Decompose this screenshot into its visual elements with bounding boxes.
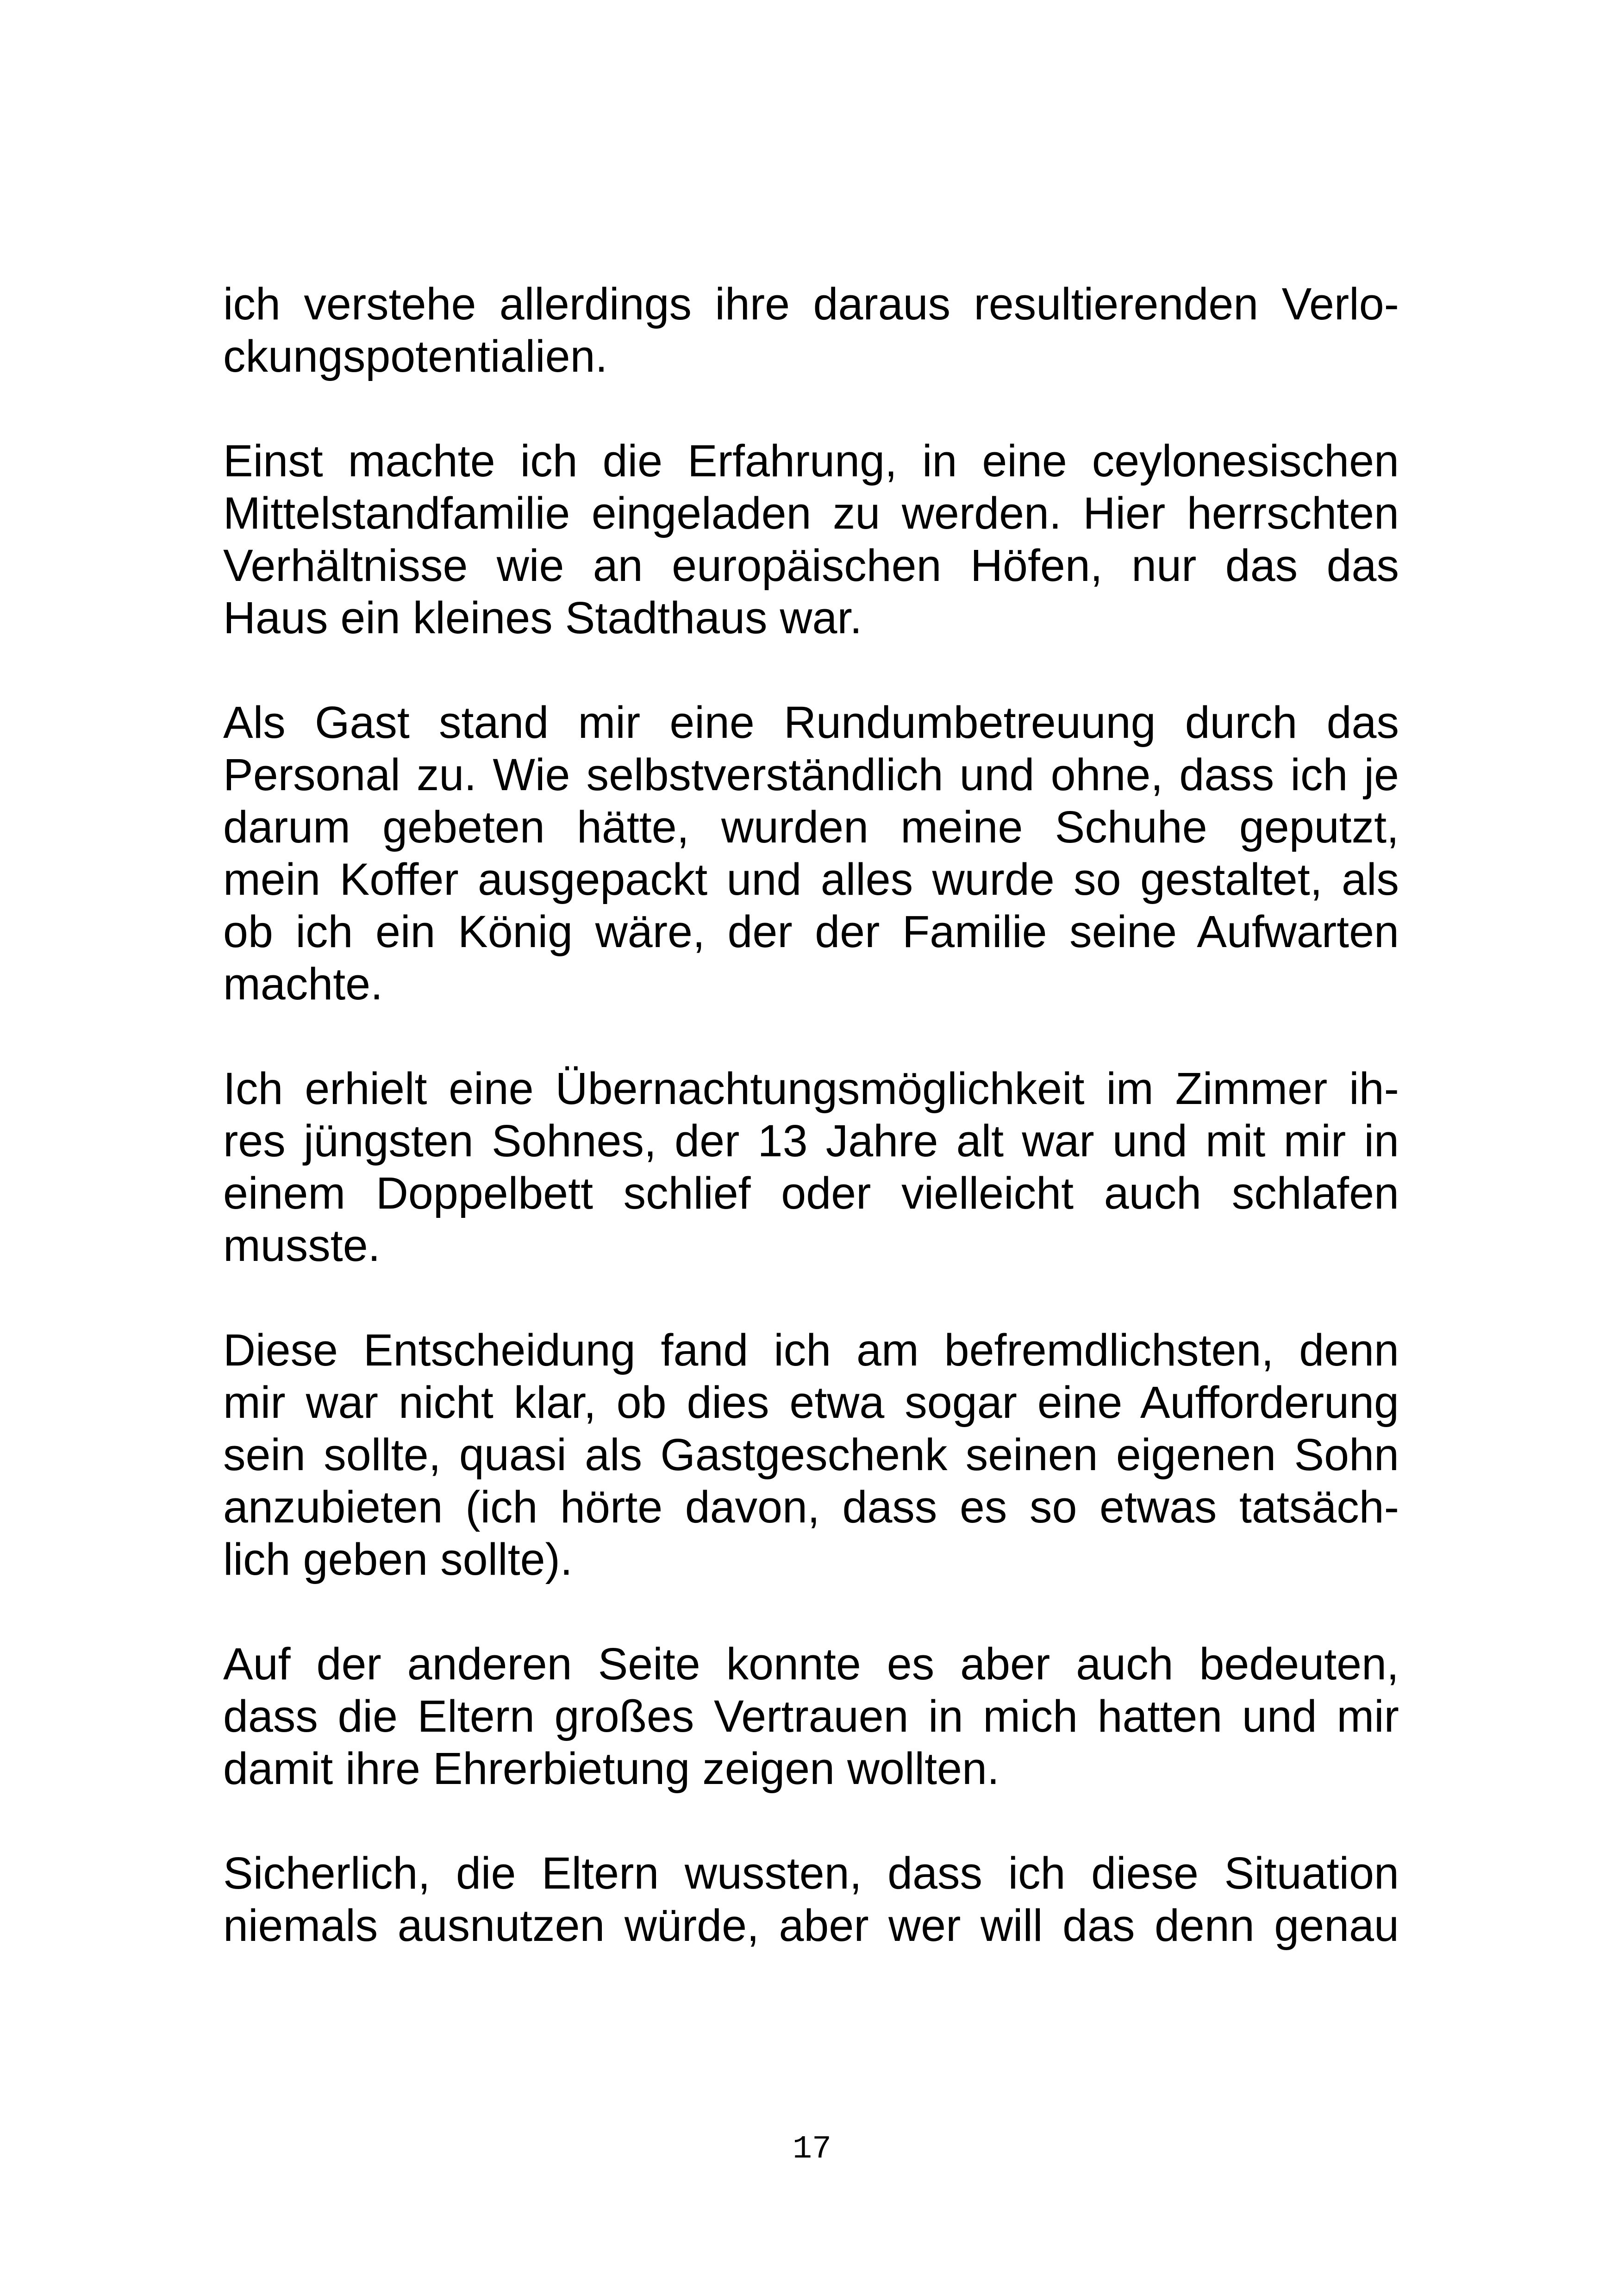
text-line: Ich erhielt eine Übernachtungsmöglichkeit im Zimmer ih- [223, 1063, 1399, 1114]
paragraph [223, 1062, 1399, 1272]
body-text [223, 278, 1399, 2004]
paragraph [223, 1324, 1399, 1585]
text-line: res jüngsten Sohnes, der 13 Jahre alt war und mit mir in [223, 1116, 1399, 1166]
paragraph [223, 696, 1399, 1010]
text-line: Diese Entscheidung fand ich am befremdlichsten, denn [223, 1325, 1399, 1375]
text-line: Einst machte ich die Erfahrung, in eine ceylonesischen [223, 436, 1399, 486]
text-line: dass die Eltern großes Vertrauen in mich hatten und mir [223, 1691, 1399, 1741]
text-line: Auf der anderen Seite konnte es aber auch bedeuten, [223, 1639, 1399, 1689]
paragraph [223, 278, 1399, 382]
text-line: lich geben sollte). [223, 1534, 573, 1584]
text-line: Verhältnisse wie an europäischen Höfen, nur das das [223, 540, 1399, 591]
paragraph [223, 435, 1399, 644]
text-line: Als Gast stand mir eine Rundumbetreuung durch das [223, 697, 1399, 748]
text-line: machte. [223, 959, 383, 1009]
text-line: ob ich ein König wäre, der der Familie seine Aufwarten [223, 906, 1399, 957]
text-line: mein Koffer ausgepackt und alles wurde so gestaltet, als [223, 854, 1399, 904]
text-line: ich verstehe allerdings ihre daraus resultierenden Verlo- [223, 279, 1399, 329]
text-line: niemals ausnutzen würde, aber wer will das denn genau [223, 1900, 1399, 1951]
text-line: einem Doppelbett schlief oder vielleicht auch schlafen [223, 1168, 1399, 1218]
text-line: Sicherlich, die Eltern wussten, dass ich diese Situation [223, 1848, 1399, 1898]
text-line: musste. [223, 1220, 381, 1271]
text-line: Mittelstandfamilie eingeladen zu werden. Hier herrschten [223, 488, 1399, 538]
text-line: Personal zu. Wie selbstverständlich und ohne, dass ich je [223, 749, 1399, 800]
paragraph [223, 1638, 1399, 1795]
text-line: anzubieten (ich hörte davon, dass es so etwas tatsäch- [223, 1482, 1399, 1532]
text-line: Haus ein kleines Stadthaus war. [223, 592, 862, 643]
text-line: darum gebeten hätte, wurden meine Schuhe geputzt, [223, 802, 1399, 852]
text-line: ckungspotentialien. [223, 331, 608, 381]
text-line: damit ihre Ehrerbietung zeigen wollten. [223, 1743, 999, 1794]
text-line: mir war nicht klar, ob dies etwa sogar eine Aufforderung [223, 1377, 1399, 1428]
page-number: 17 [792, 2131, 831, 2168]
text-line: sein sollte, quasi als Gastgeschenk seinen eigenen Sohn [223, 1429, 1399, 1480]
paragraph [223, 1847, 1399, 1952]
